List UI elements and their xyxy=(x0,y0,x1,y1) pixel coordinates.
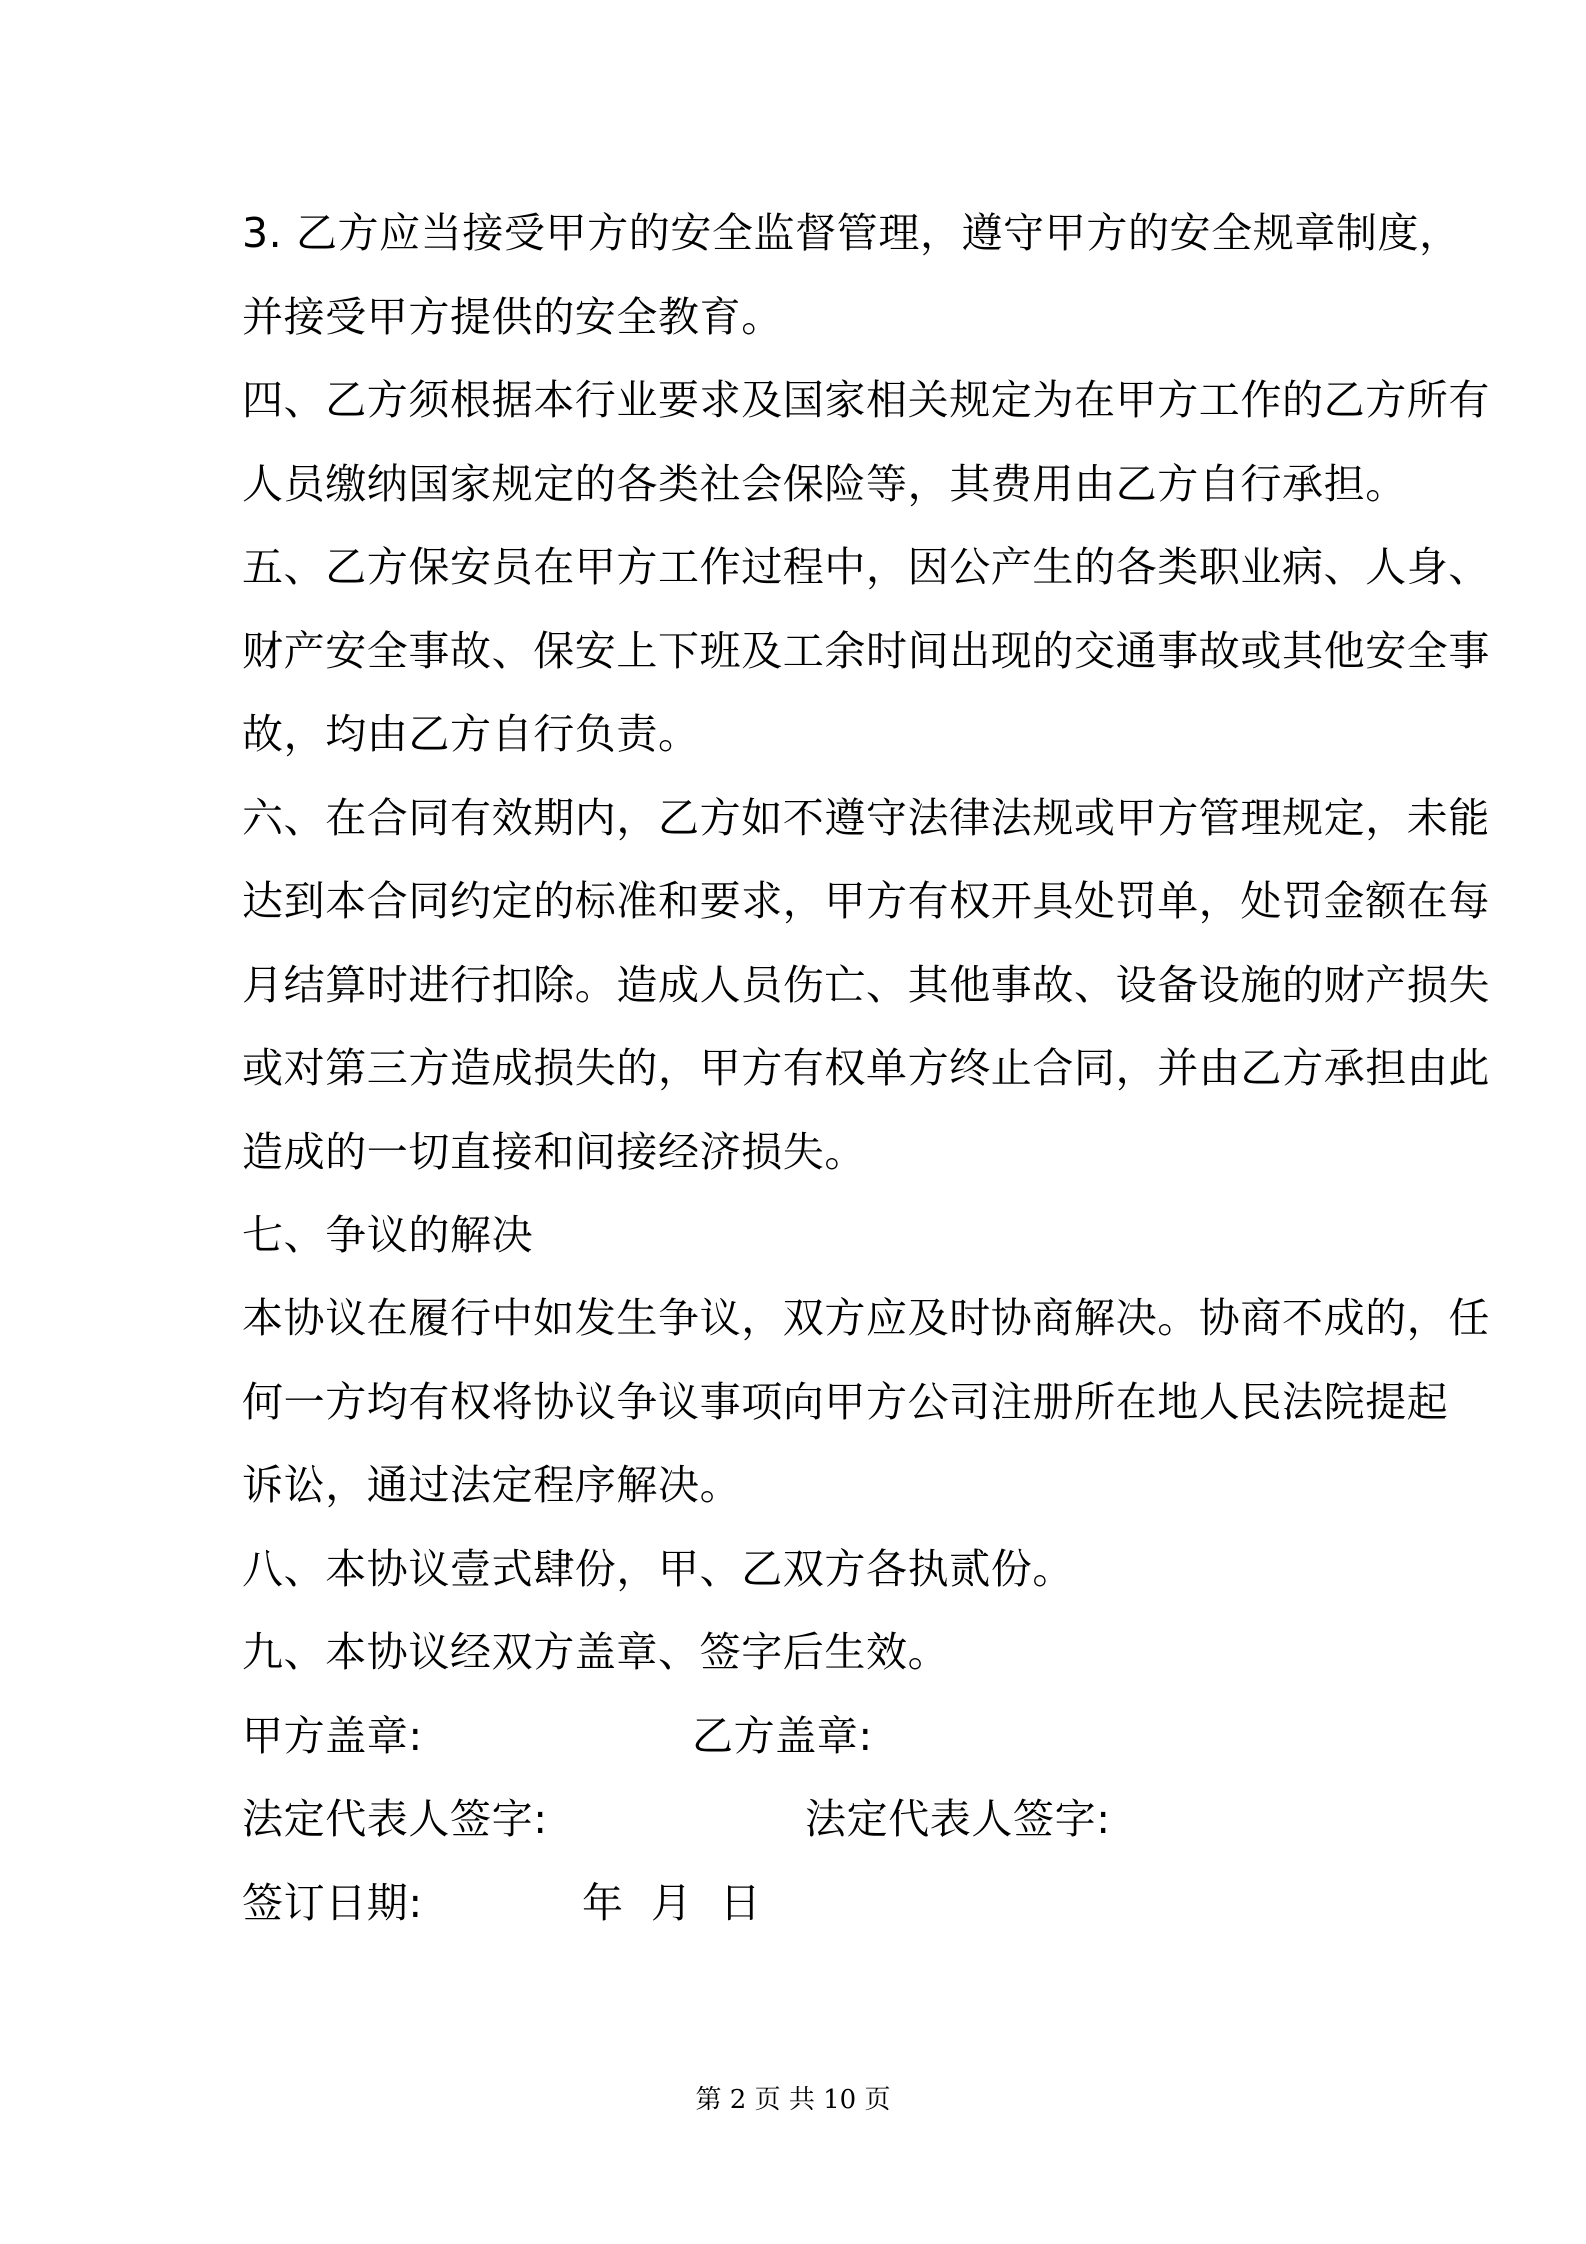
clause-8: 八、本协议壹式肆份，甲、乙双方各执贰份。 xyxy=(242,1545,1074,1593)
signing-date-label: 签订日期: xyxy=(242,1879,423,1927)
party-b-rep-label: 法定代表人签字: xyxy=(805,1795,1111,1843)
clause-6-line-1: 六、在合同有效期内，乙方如不遵守法律法规或甲方管理规定，未能 xyxy=(242,794,1490,842)
clause-7-line-3: 诉讼，通过法定程序解决。 xyxy=(242,1461,742,1509)
clause-3-line-1: 3. 乙方应当接受甲方的安全监督管理，遵守甲方的安全规章制度， xyxy=(242,209,1461,257)
clause-7-line-1: 本协议在履行中如发生争议，双方应及时协商解决。协商不成的，任 xyxy=(242,1294,1490,1342)
party-a-rep-label: 法定代表人签字: xyxy=(242,1795,548,1843)
clause-9: 九、本协议经双方盖章、签字后生效。 xyxy=(242,1628,950,1676)
clause-6-line-2: 达到本合同约定的标准和要求，甲方有权开具处罚单，处罚金额在每 xyxy=(242,877,1490,925)
party-b-seal-label: 乙方盖章: xyxy=(692,1712,873,1760)
clause-4-line-1: 四、乙方须根据本行业要求及国家相关规定为在甲方工作的乙方所有 xyxy=(242,376,1490,424)
clause-3-line-2: 并接受甲方提供的安全教育。 xyxy=(242,293,783,341)
page-number: 第 2 页 共 10 页 xyxy=(695,2085,891,2115)
clause-5-line-2: 财产安全事故、保安上下班及工余时间出现的交通事故或其他安全事 xyxy=(242,627,1490,675)
clause-6-line-4: 或对第三方造成损失的，甲方有权单方终止合同，并由乙方承担由此 xyxy=(242,1044,1490,1092)
clause-5-line-1: 五、乙方保安员在甲方工作过程中，因公产生的各类职业病、人身、 xyxy=(242,543,1490,591)
clause-7-heading: 七、争议的解决 xyxy=(242,1211,534,1259)
clause-7-line-2: 何一方均有权将协议争议事项向甲方公司注册所在地人民法院提起 xyxy=(242,1378,1449,1426)
signing-date-value: 年 月 日 xyxy=(582,1879,762,1927)
clause-4-line-2: 人员缴纳国家规定的各类社会保险等，其费用由乙方自行承担。 xyxy=(242,460,1407,508)
party-a-seal-label: 甲方盖章: xyxy=(242,1712,423,1760)
clause-6-line-3: 月结算时进行扣除。造成人员伤亡、其他事故、设备设施的财产损失 xyxy=(242,961,1490,1009)
clause-5-line-3: 故，均由乙方自行负责。 xyxy=(242,710,700,758)
clause-6-line-5: 造成的一切直接和间接经济损失。 xyxy=(242,1128,866,1176)
